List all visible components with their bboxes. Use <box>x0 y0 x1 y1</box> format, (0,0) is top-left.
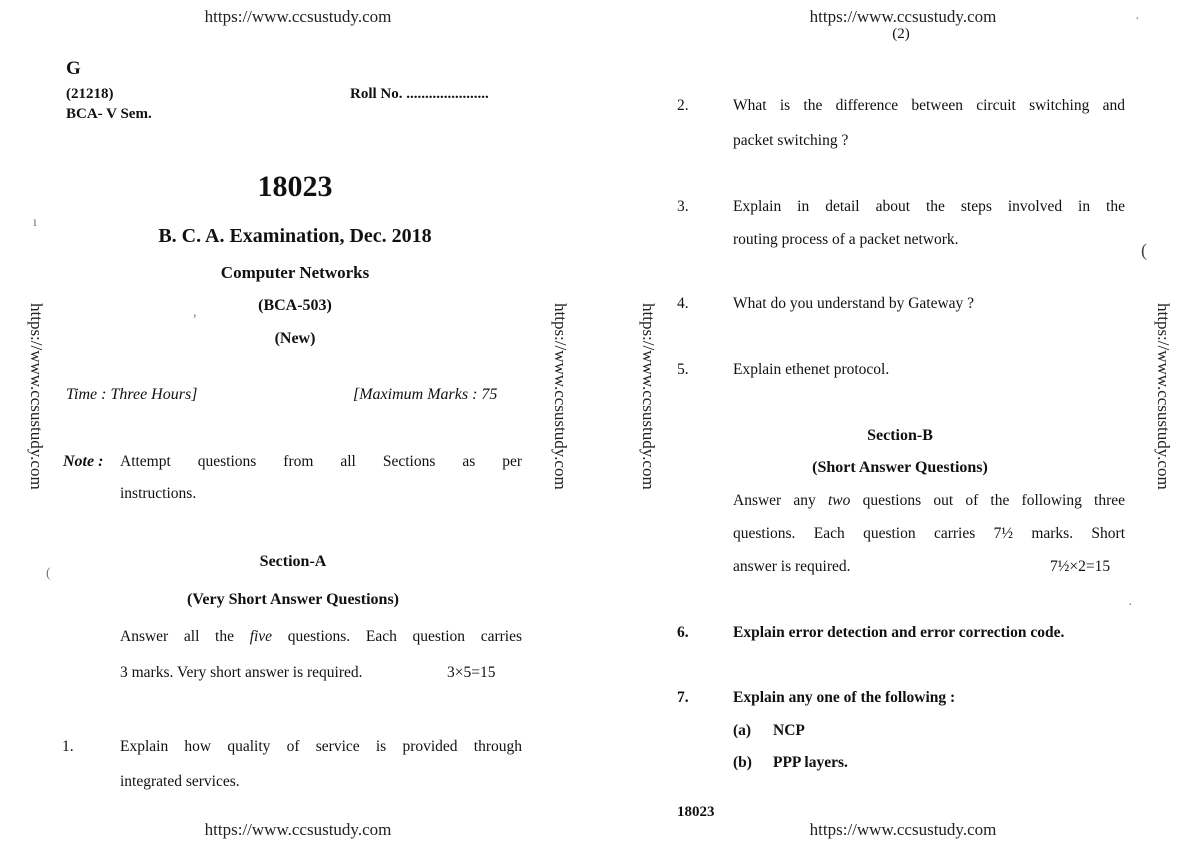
section-a-instruction-2: 3 marks. Very short answer is required. <box>120 664 363 681</box>
q7a-label: (a) <box>733 722 752 739</box>
left-page-side-url-right: https://www.ccsustudy.com <box>551 303 570 490</box>
scan-mark: , <box>193 305 197 320</box>
q7b-text: PPP layers. <box>773 754 848 771</box>
q6-line-1: Explain error detection and error correction code. <box>733 624 1065 641</box>
q7-number: 7. <box>677 689 689 706</box>
q2-line-1: What is the difference between circuit switching and <box>733 97 1125 114</box>
max-marks-label: [Maximum Marks : 75 <box>353 386 498 403</box>
class-label: BCA- V Sem. <box>66 106 152 122</box>
q3-number: 3. <box>677 198 689 215</box>
left-footer-url: https://www.ccsustudy.com <box>204 820 392 839</box>
section-b-title: Section-B <box>867 427 933 444</box>
section-a-marks: 3×5=15 <box>447 664 496 681</box>
section-a-title: Section-A <box>259 553 327 570</box>
q4-line-1: What do you understand by Gateway ? <box>733 295 975 312</box>
page-number: (2) <box>892 26 910 42</box>
scheme-label: (New) <box>274 330 316 347</box>
scan-mark: ı <box>33 215 37 230</box>
note-label: Note : <box>63 453 104 470</box>
section-a-instruction-1: Answer all the five questions. Each question carries <box>120 628 523 645</box>
q1-line-2: integrated services. <box>120 773 240 790</box>
q4-number: 4. <box>677 295 689 312</box>
q1-line-1: Explain how quality of service is provided through <box>120 738 522 755</box>
q7-line-1: Explain any one of the following : <box>733 689 956 706</box>
right-page-side-url-left: https://www.ccsustudy.com <box>639 303 658 490</box>
scan-mark: ( <box>1141 240 1147 260</box>
scan-mark: ( <box>46 566 51 581</box>
subject-title: Computer Networks <box>220 263 370 282</box>
q2-number: 2. <box>677 97 689 114</box>
series-letter: G <box>66 58 81 79</box>
paper-number: 18023 <box>257 170 333 203</box>
left-header-url: https://www.ccsustudy.com <box>204 7 392 26</box>
section-b-marks: 7½×2=15 <box>1050 558 1111 575</box>
q1-number: 1. <box>62 738 74 755</box>
footer-paper-code: 18023 <box>677 804 715 820</box>
scan-mark: · <box>1135 12 1140 27</box>
right-footer-url: https://www.ccsustudy.com <box>809 820 997 839</box>
roll-no: Roll No. ...................... <box>350 86 489 102</box>
paper-code: (21218) <box>66 86 114 102</box>
scan-mark: · <box>1128 598 1133 613</box>
section-b-instruction-1: Answer any two questions out of the following three <box>733 492 1126 509</box>
course-code: (BCA-503) <box>258 297 332 314</box>
q5-line-1: Explain ethenet protocol. <box>733 361 890 378</box>
section-a-subtitle: (Very Short Answer Questions) <box>186 591 400 608</box>
right-page-side-url-right: https://www.ccsustudy.com <box>1154 303 1173 490</box>
left-page-side-url-left: https://www.ccsustudy.com <box>27 303 46 490</box>
exam-title: B. C. A. Examination, Dec. 2018 <box>158 225 432 247</box>
right-header-url: https://www.ccsustudy.com <box>809 7 997 26</box>
q2-line-2: packet switching ? <box>733 132 849 149</box>
q5-number: 5. <box>677 361 689 378</box>
q7b-label: (b) <box>733 754 752 771</box>
q3-line-1: Explain in detail about the steps involved in the <box>733 198 1125 215</box>
note-line-2: instructions. <box>120 485 197 502</box>
note-line-1: Attempt questions from all Sections as per <box>120 453 522 470</box>
q7a-text: NCP <box>773 722 805 739</box>
section-b-instruction-2: questions. Each question carries 7½ marks. Short <box>733 525 1125 542</box>
time-label: Time : Three Hours] <box>66 386 198 403</box>
q3-line-2: routing process of a packet network. <box>733 231 959 248</box>
section-b-instruction-3: answer is required. <box>733 558 851 575</box>
section-b-subtitle: (Short Answer Questions) <box>812 459 988 476</box>
q6-number: 6. <box>677 624 689 641</box>
